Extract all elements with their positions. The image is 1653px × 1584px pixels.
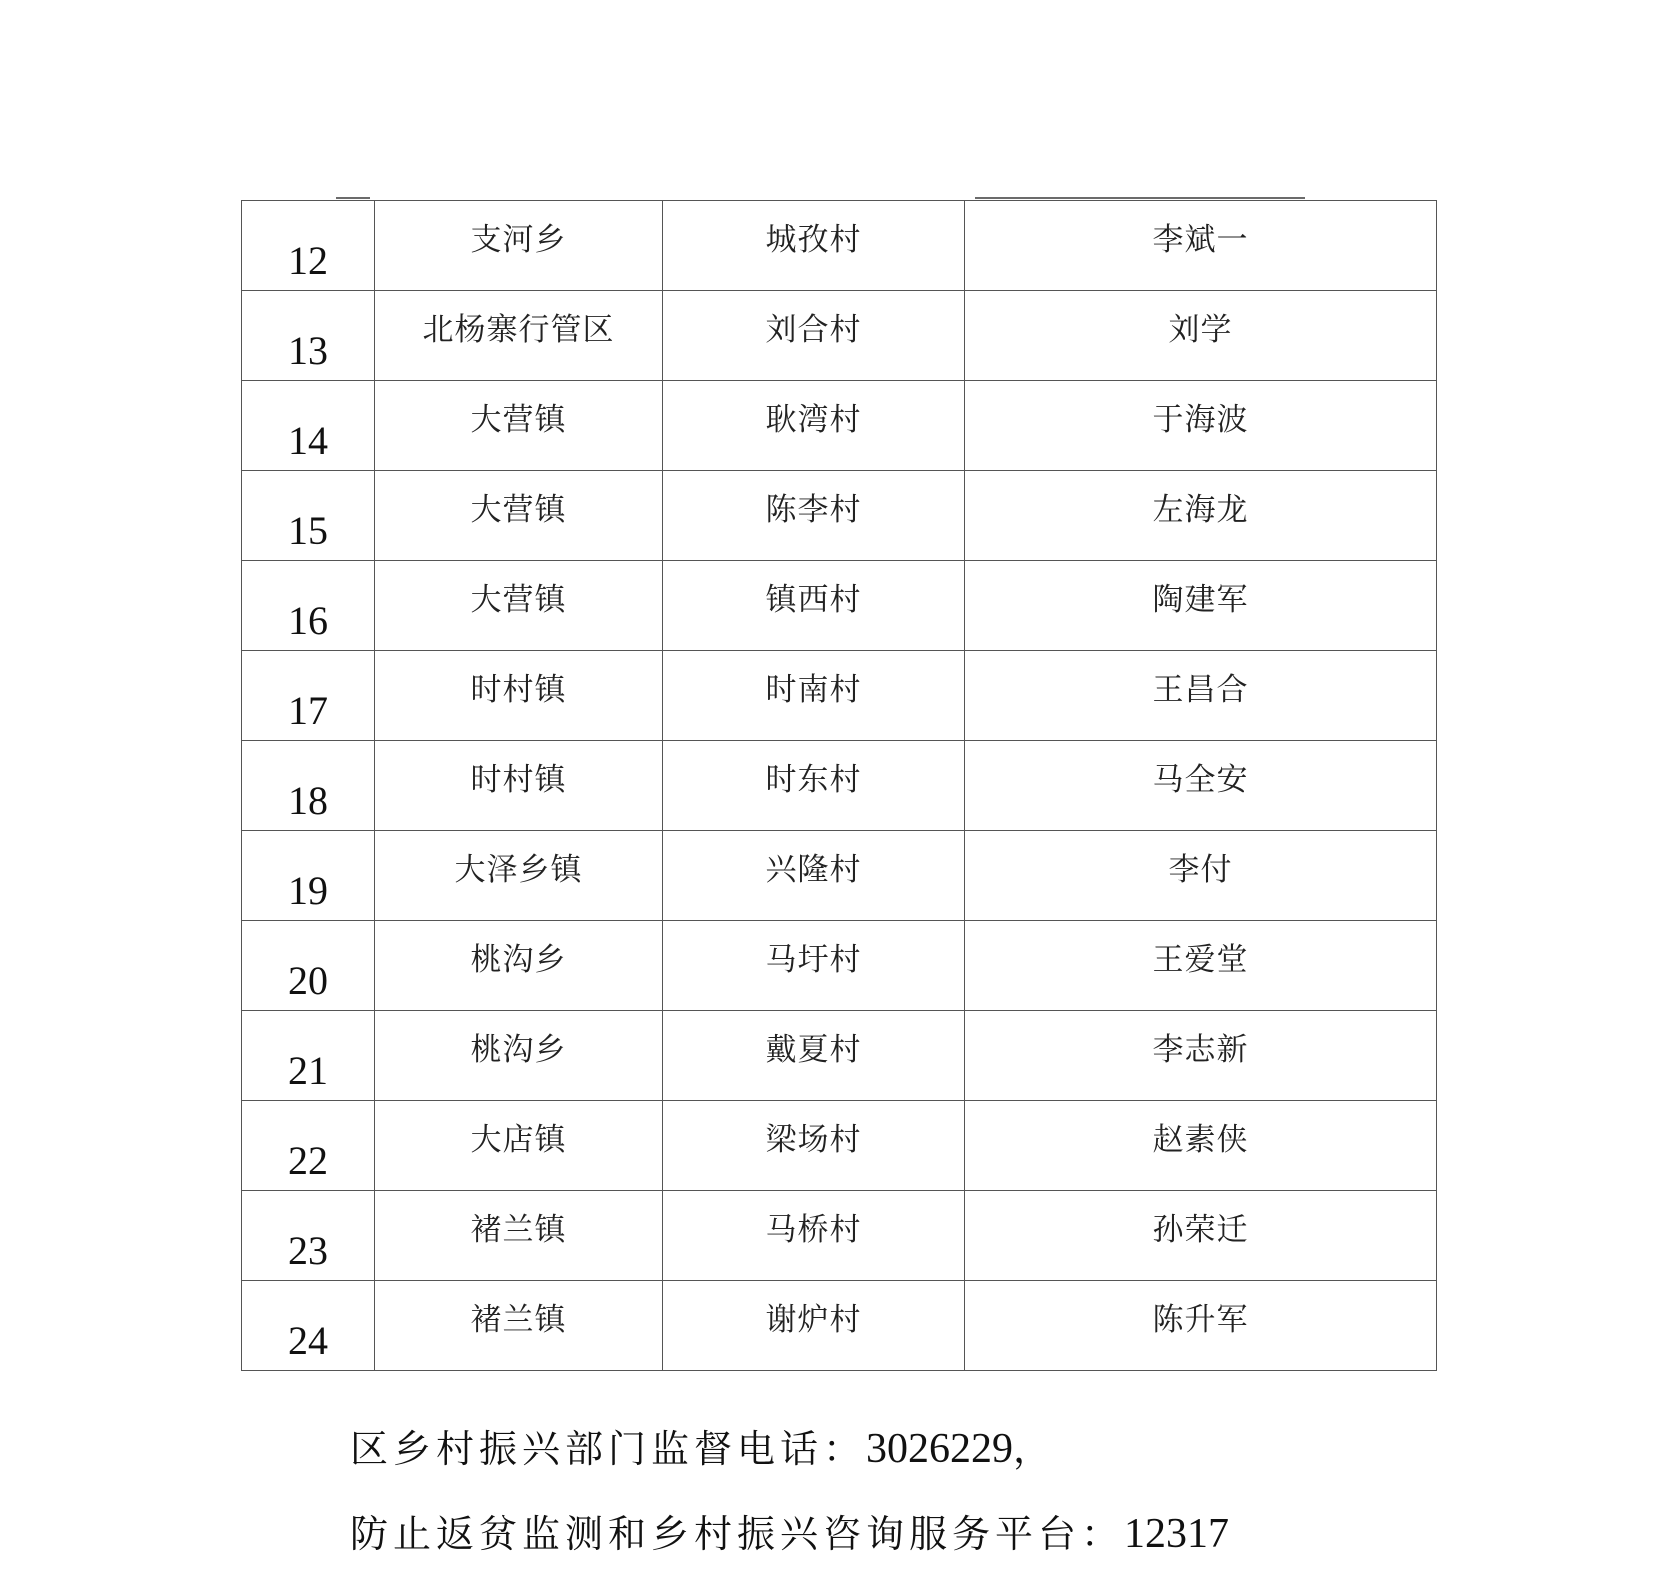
- township-cell: 大营镇: [375, 471, 663, 561]
- person-cell: 李志新: [965, 1011, 1437, 1101]
- township-cell: 大泽乡镇: [375, 831, 663, 921]
- table-row: [242, 741, 1437, 831]
- person-cell: 赵素侠: [965, 1101, 1437, 1191]
- table-row: [242, 1191, 1437, 1281]
- township-cell: 大营镇: [375, 561, 663, 651]
- table-row: [242, 651, 1437, 741]
- person-cell: 王爱堂: [965, 921, 1437, 1011]
- village-cell: 兴隆村: [663, 831, 965, 921]
- service-platform-line: [350, 1503, 1229, 1558]
- township-cell: 桃沟乡: [375, 921, 663, 1011]
- village-cell: 时南村: [663, 651, 965, 741]
- township-cell: 大店镇: [375, 1101, 663, 1191]
- roster-table: [241, 200, 1437, 1371]
- township-cell: 大营镇: [375, 381, 663, 471]
- village-cell: 刘合村: [663, 291, 965, 381]
- row-number: 12: [242, 201, 375, 291]
- supervision-phone-label: 区乡村振兴部门监督电话：: [350, 1427, 867, 1471]
- scan-artifact-line: [336, 197, 370, 199]
- township-cell: 时村镇: [375, 651, 663, 741]
- person-cell: 李斌一: [965, 201, 1437, 291]
- village-cell: 马圩村: [663, 921, 965, 1011]
- row-number: 23: [242, 1191, 375, 1281]
- person-cell: 李付: [965, 831, 1437, 921]
- village-cell: 镇西村: [663, 561, 965, 651]
- township-cell: 北杨寨行管区: [375, 291, 663, 381]
- table-row: [242, 1101, 1437, 1191]
- row-number: 22: [242, 1101, 375, 1191]
- table-row: [242, 291, 1437, 381]
- row-number: 18: [242, 741, 375, 831]
- person-cell: 王昌合: [965, 651, 1437, 741]
- table-row: [242, 831, 1437, 921]
- row-number: 17: [242, 651, 375, 741]
- person-cell: 马全安: [965, 741, 1437, 831]
- person-cell: 孙荣迁: [965, 1191, 1437, 1281]
- person-cell: 刘学: [965, 291, 1437, 381]
- table-row: [242, 201, 1437, 291]
- village-cell: 城孜村: [663, 201, 965, 291]
- village-cell: 耿湾村: [663, 381, 965, 471]
- township-cell: 支河乡: [375, 201, 663, 291]
- village-cell: 时东村: [663, 741, 965, 831]
- scan-artifact-line: [975, 197, 1305, 199]
- supervision-phone-suffix: ，: [1013, 1427, 1057, 1471]
- row-number: 14: [242, 381, 375, 471]
- person-cell: 左海龙: [965, 471, 1437, 561]
- table-row: [242, 561, 1437, 651]
- supervision-phone-number: 3026229: [866, 1426, 1014, 1472]
- table-row: [242, 1281, 1437, 1371]
- row-number: 19: [242, 831, 375, 921]
- row-number: 15: [242, 471, 375, 561]
- village-cell: 马桥村: [663, 1191, 965, 1281]
- township-cell: 褚兰镇: [375, 1281, 663, 1371]
- township-cell: 褚兰镇: [375, 1191, 663, 1281]
- row-number: 21: [242, 1011, 375, 1101]
- village-cell: 陈李村: [663, 471, 965, 561]
- village-cell: 戴夏村: [663, 1011, 965, 1101]
- row-number: 20: [242, 921, 375, 1011]
- village-cell: 梁场村: [663, 1101, 965, 1191]
- table-row: [242, 921, 1437, 1011]
- township-cell: 时村镇: [375, 741, 663, 831]
- person-cell: 于海波: [965, 381, 1437, 471]
- roster-table-body: [242, 201, 1437, 1371]
- table-row: [242, 381, 1437, 471]
- table-row: [242, 471, 1437, 561]
- service-platform-number: 12317: [1124, 1511, 1230, 1557]
- person-cell: 陶建军: [965, 561, 1437, 651]
- person-cell: 陈升军: [965, 1281, 1437, 1371]
- township-cell: 桃沟乡: [375, 1011, 663, 1101]
- table-row: [242, 1011, 1437, 1101]
- supervision-phone-line: [350, 1418, 1056, 1473]
- village-cell: 谢炉村: [663, 1281, 965, 1371]
- row-number: 16: [242, 561, 375, 651]
- row-number: 13: [242, 291, 375, 381]
- row-number: 24: [242, 1281, 375, 1371]
- service-platform-label: 防止返贫监测和乡村振兴咨询服务平台：: [350, 1512, 1125, 1556]
